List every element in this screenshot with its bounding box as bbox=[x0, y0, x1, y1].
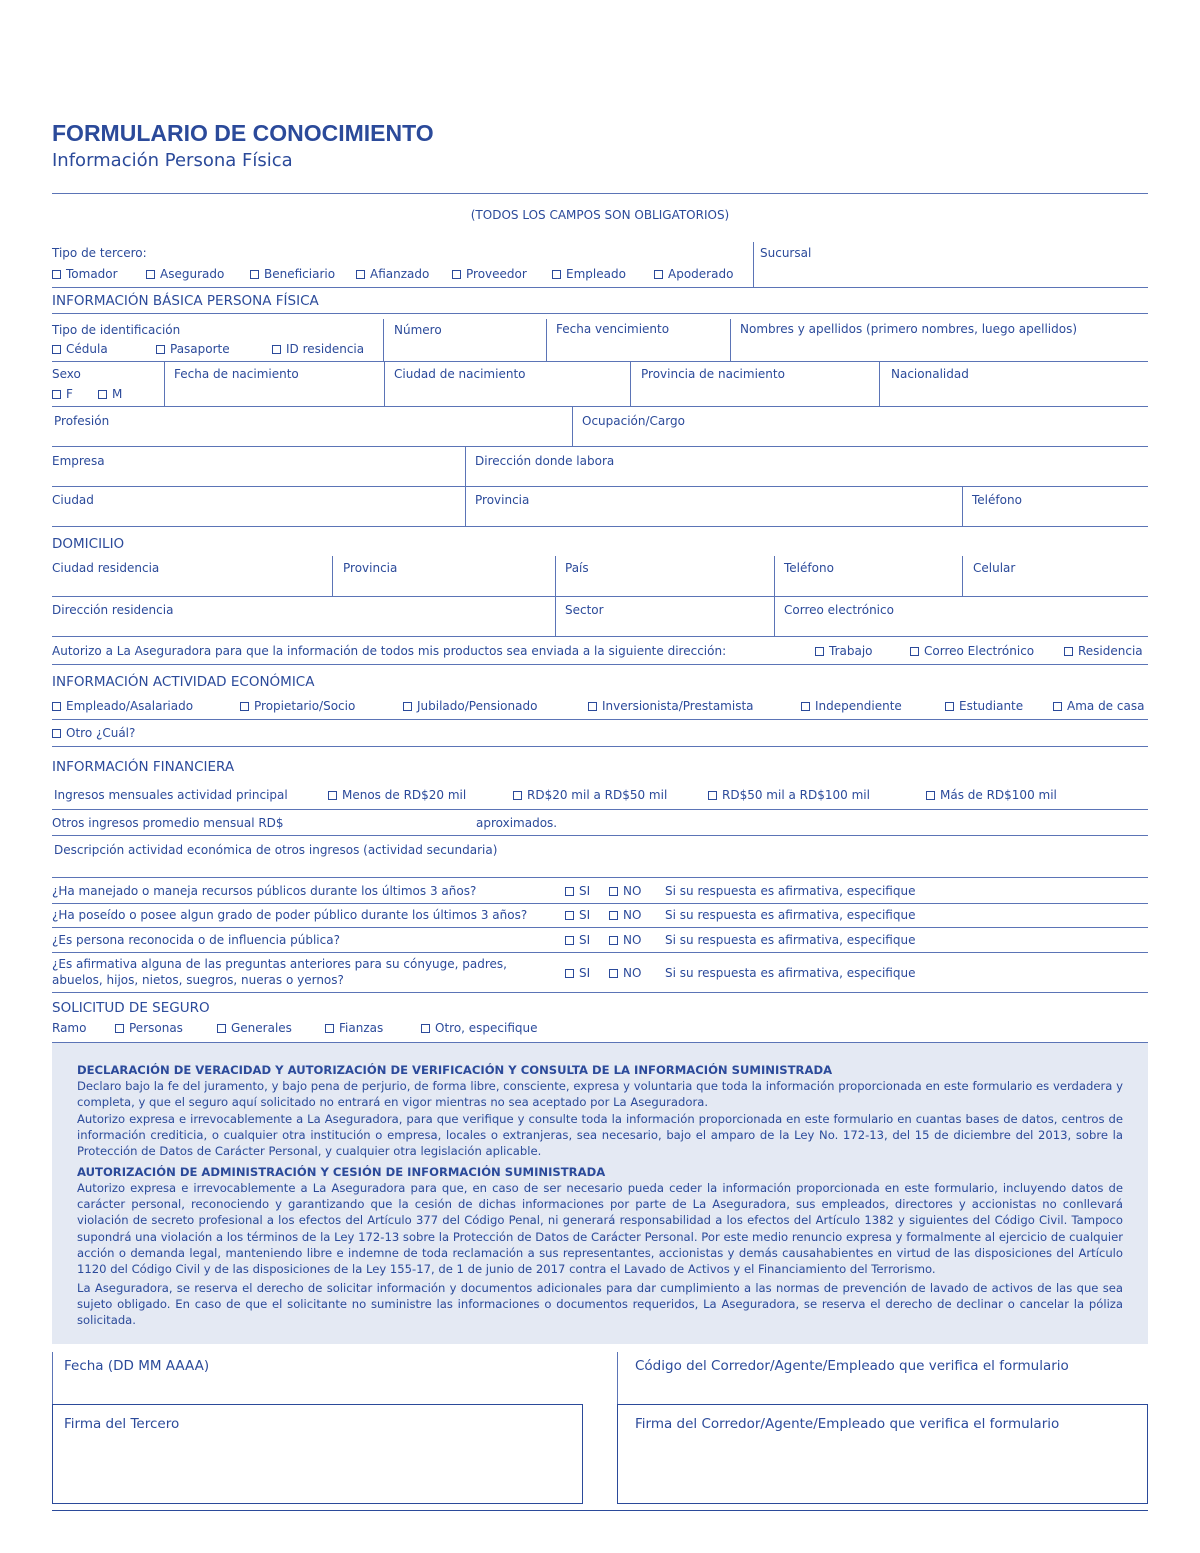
checkbox-icon[interactable] bbox=[565, 887, 574, 896]
ramo-otro[interactable]: Otro, especifique bbox=[421, 1021, 538, 1035]
ingresos-label: Ingresos mensuales actividad principal bbox=[54, 788, 288, 802]
sexo-f[interactable]: F bbox=[52, 387, 73, 401]
sexo-m[interactable]: M bbox=[98, 387, 122, 401]
actividad-estudiante[interactable]: Estudiante bbox=[945, 699, 1023, 713]
checkbox-icon[interactable] bbox=[926, 791, 935, 800]
pep-question-3: ¿Es persona reconocida o de influencia pública? bbox=[52, 933, 340, 947]
numero-field[interactable]: Número bbox=[394, 323, 442, 337]
pep-q4-especifique[interactable]: Si su respuesta es afirmativa, especifique bbox=[665, 966, 916, 980]
tipo-tercero-beneficiario[interactable]: Beneficiario bbox=[250, 267, 335, 281]
descripcion-otros-ingresos-field[interactable]: Descripción actividad económica de otros ingresos (actividad secundaria) bbox=[54, 843, 498, 857]
checkbox-icon[interactable] bbox=[588, 702, 597, 711]
autorizacion-p4: La Aseguradora, se reserva el derecho de solicitar información y documentos adicionales para dar cumplimiento a las normas de prevención de lavado de activos de las que sea sujeto obligado. En caso de que el solicitante no suministre las informaciones o documentos requeridos, La Aseguradora, se reserva el derecho de declinar o cancelar la póliza solicitada. bbox=[77, 1281, 1123, 1328]
pep-q3-especifique[interactable]: Si su respuesta es afirmativa, especifique bbox=[665, 933, 916, 947]
checkbox-icon[interactable] bbox=[945, 702, 954, 711]
declaracion-p2: Autorizo expresa e irrevocablemente a La Aseguradora, para que verifique y consulte toda la información proporcionada en este formulario en cuantas bases de datos, centros de información crediticia, o cualquier otra institución o empresa, locales o extranjeras, sea necesario, bajo el amparo de la Ley No. 172-13, del 15 de diciembre del 2013, sobre la Protección de Datos de Carácter Personal, y cualquier otra legislación aplicable. bbox=[77, 1112, 1123, 1159]
tipo-id-label: Tipo de identificación bbox=[52, 323, 181, 337]
envio-trabajo[interactable]: Trabajo bbox=[815, 644, 873, 658]
header-divider bbox=[52, 193, 1148, 194]
checkbox-icon[interactable] bbox=[565, 911, 574, 920]
ciudad-field[interactable]: Ciudad bbox=[52, 493, 94, 507]
checkbox-icon[interactable] bbox=[52, 702, 61, 711]
checkbox-icon[interactable] bbox=[1053, 702, 1062, 711]
actividad-inversionista[interactable]: Inversionista/Prestamista bbox=[588, 699, 754, 713]
pep-question-1: ¿Ha manejado o maneja recursos públicos durante los últimos 3 años? bbox=[52, 884, 477, 898]
aproximados-label: aproximados. bbox=[476, 816, 558, 830]
nacionalidad-field[interactable]: Nacionalidad bbox=[891, 367, 969, 381]
checkbox-icon[interactable] bbox=[217, 1024, 226, 1033]
firma-tercero-label: Firma del Tercero bbox=[64, 1416, 180, 1432]
tipo-tercero-asegurado[interactable]: Asegurado bbox=[146, 267, 224, 281]
pep-q3-no[interactable]: NO bbox=[609, 933, 641, 947]
tipo-id-pasaporte[interactable]: Pasaporte bbox=[156, 342, 230, 356]
pais-field[interactable]: País bbox=[565, 561, 589, 575]
direccion-labora-field[interactable]: Dirección donde labora bbox=[475, 454, 615, 468]
checkbox-icon[interactable] bbox=[52, 390, 61, 399]
checkbox-icon[interactable] bbox=[98, 390, 107, 399]
declaracion-heading: DECLARACIÓN DE VERACIDAD Y AUTORIZACIÓN DE VERIFICACIÓN Y CONSULTA DE LA INFORMACIÓN SUMINISTRADA bbox=[77, 1063, 833, 1077]
section-financiera: INFORMACIÓN FINANCIERA bbox=[52, 759, 235, 775]
otros-ingresos-field[interactable]: Otros ingresos promedio mensual RD$ bbox=[52, 816, 284, 830]
mandatory-note: (TODOS LOS CAMPOS SON OBLIGATORIOS) bbox=[470, 208, 730, 222]
autorizacion-heading: AUTORIZACIÓN DE ADMINISTRACIÓN Y CESIÓN DE INFORMACIÓN SUMINISTRADA bbox=[77, 1165, 606, 1179]
checkbox-icon[interactable] bbox=[910, 647, 919, 656]
actividad-jubilado[interactable]: Jubilado/Pensionado bbox=[403, 699, 537, 713]
sucursal-field[interactable]: Sucursal bbox=[760, 246, 812, 260]
checkbox-icon[interactable] bbox=[513, 791, 522, 800]
actividad-independiente[interactable]: Independiente bbox=[801, 699, 902, 713]
checkbox-icon[interactable] bbox=[250, 270, 259, 279]
ciudad-residencia-field[interactable]: Ciudad residencia bbox=[52, 561, 160, 575]
declaracion-p1: Declaro bajo la fe del juramento, y bajo pena de perjurio, de forma libre, consciente, expresa y voluntaria que toda la información proporcionada en este formulario es verdadera y completa, y que el seguro aquí solicitado no entrará en vigor mientras no sea aceptado por La Aseguradora. bbox=[77, 1079, 1123, 1110]
ramo-label: Ramo bbox=[52, 1021, 87, 1035]
sector-field[interactable]: Sector bbox=[565, 603, 604, 617]
pep-q4-si[interactable]: SI bbox=[565, 966, 590, 980]
telefono-field[interactable]: Teléfono bbox=[972, 493, 1022, 507]
checkbox-icon[interactable] bbox=[52, 729, 61, 738]
checkbox-icon[interactable] bbox=[565, 969, 574, 978]
checkbox-icon[interactable] bbox=[356, 270, 365, 279]
section-solicitud: SOLICITUD DE SEGURO bbox=[52, 1000, 210, 1016]
checkbox-icon[interactable] bbox=[240, 702, 249, 711]
envio-correo[interactable]: Correo Electrónico bbox=[910, 644, 1034, 658]
checkbox-icon[interactable] bbox=[708, 791, 717, 800]
declaracion-block bbox=[52, 1042, 1148, 1344]
tipo-tercero-empleado[interactable]: Empleado bbox=[552, 267, 626, 281]
checkbox-icon[interactable] bbox=[552, 270, 561, 279]
firma-tercero-box[interactable] bbox=[52, 1404, 583, 1504]
provincia-field[interactable]: Provincia bbox=[475, 493, 530, 507]
checkbox-icon[interactable] bbox=[1064, 647, 1073, 656]
autorizo-text: Autorizo a La Aseguradora para que la información de todos mis productos sea enviada a la siguiente dirección: bbox=[52, 644, 727, 658]
checkbox-icon[interactable] bbox=[801, 702, 810, 711]
pep-q4-no[interactable]: NO bbox=[609, 966, 641, 980]
profesion-field[interactable]: Profesión bbox=[54, 414, 110, 428]
empresa-field[interactable]: Empresa bbox=[52, 454, 105, 468]
form-subtitle: Información Persona Física bbox=[52, 150, 293, 171]
pep-q2-si[interactable]: SI bbox=[565, 908, 590, 922]
nombres-field[interactable]: Nombres y apellidos (primero nombres, luego apellidos) bbox=[740, 322, 1078, 336]
pep-question-4-line1: ¿Es afirmativa alguna de las preguntas anteriores para su cónyuge, padres, bbox=[52, 957, 507, 971]
telefono-residencia-field[interactable]: Teléfono bbox=[784, 561, 834, 575]
tipo-tercero-tomador[interactable]: Tomador bbox=[52, 267, 118, 281]
pep-q2-especifique[interactable]: Si su respuesta es afirmativa, especifique bbox=[665, 908, 916, 922]
ramo-fianzas[interactable]: Fianzas bbox=[325, 1021, 383, 1035]
checkbox-icon[interactable] bbox=[452, 270, 461, 279]
ramo-generales[interactable]: Generales bbox=[217, 1021, 292, 1035]
checkbox-icon[interactable] bbox=[609, 969, 618, 978]
autorizacion-p3: Autorizo expresa e irrevocablemente a La Aseguradora para que, en caso de ser necesario pueda ceder la información proporcionada en este formulario, incluyendo datos de carácter personal, reconociendo y garantizando que la cesión de dichas informaciones por parte de La Aseguradora, sus empleados, directores y accionistas no conllevará violación de secreto profesional a los efectos del Artículo 377 del Código Penal, ni generará responsabilidad a los efectos del Artículo 1382 y siguientes del Código Civil. Tampoco supondrá una violación a los términos de la Ley 172-13 sobre la Protección de Datos de Carácter Personal. Por este medio renuncio expresa y formalmente al ejercicio de cualquier acción o demanda legal, manteniendo libre e indemne de toda reclamación a sus representantes, accionistas y demás causahabientes en virtud de las disposiciones del Artículo 1120 del Código Civil y de las disposiciones de la Ley 155-17, de 1 de junio de 2017 contra el Lavado de Activos y el Financiamiento del Terrorismo. bbox=[77, 1181, 1123, 1277]
checkbox-icon[interactable] bbox=[609, 936, 618, 945]
checkbox-icon[interactable] bbox=[403, 702, 412, 711]
firma-corredor-box[interactable] bbox=[617, 1404, 1148, 1504]
ingresos-50-100[interactable]: RD$50 mil a RD$100 mil bbox=[708, 788, 870, 802]
pep-q1-si[interactable]: SI bbox=[565, 884, 590, 898]
tipo-tercero-proveedor[interactable]: Proveedor bbox=[452, 267, 527, 281]
checkbox-icon[interactable] bbox=[654, 270, 663, 279]
ingresos-menos-20[interactable]: Menos de RD$20 mil bbox=[328, 788, 466, 802]
checkbox-icon[interactable] bbox=[609, 887, 618, 896]
actividad-ama-de-casa[interactable]: Ama de casa bbox=[1053, 699, 1144, 713]
checkbox-icon[interactable] bbox=[815, 647, 824, 656]
provincia-nacimiento-field[interactable]: Provincia de nacimiento bbox=[641, 367, 785, 381]
checkbox-icon[interactable] bbox=[52, 345, 61, 354]
checkbox-icon[interactable] bbox=[115, 1024, 124, 1033]
footer-divider bbox=[52, 1510, 1148, 1511]
tipo-id-cedula[interactable]: Cédula bbox=[52, 342, 108, 356]
envio-residencia[interactable]: Residencia bbox=[1064, 644, 1143, 658]
correo-field[interactable]: Correo electrónico bbox=[784, 603, 894, 617]
checkbox-icon[interactable] bbox=[328, 791, 337, 800]
fecha-nacimiento-field[interactable]: Fecha de nacimiento bbox=[174, 367, 299, 381]
ocupacion-field[interactable]: Ocupación/Cargo bbox=[582, 414, 685, 428]
section-basica: INFORMACIÓN BÁSICA PERSONA FÍSICA bbox=[52, 293, 319, 309]
checkbox-icon[interactable] bbox=[565, 936, 574, 945]
ramo-personas[interactable]: Personas bbox=[115, 1021, 183, 1035]
checkbox-icon[interactable] bbox=[421, 1024, 430, 1033]
actividad-propietario[interactable]: Propietario/Socio bbox=[240, 699, 355, 713]
checkbox-icon[interactable] bbox=[52, 270, 61, 279]
section-domicilio: DOMICILIO bbox=[52, 536, 125, 552]
pep-question-2: ¿Ha poseído o posee algun grado de poder público durante los últimos 3 años? bbox=[52, 908, 528, 922]
sexo-label: Sexo bbox=[52, 367, 81, 381]
firma-corredor-label: Firma del Corredor/Agente/Empleado que verifica el formulario bbox=[635, 1416, 1060, 1432]
form-title: FORMULARIO DE CONOCIMIENTO bbox=[52, 120, 434, 146]
codigo-corredor-field[interactable]: Código del Corredor/Agente/Empleado que verifica el formulario bbox=[635, 1358, 1069, 1374]
checkbox-icon[interactable] bbox=[156, 345, 165, 354]
tipo-tercero-label: Tipo de tercero: bbox=[52, 246, 147, 260]
checkbox-icon[interactable] bbox=[325, 1024, 334, 1033]
fecha-vencimiento-field[interactable]: Fecha vencimiento bbox=[556, 322, 670, 336]
checkbox-icon[interactable] bbox=[146, 270, 155, 279]
tipo-tercero-afianzado[interactable]: Afianzado bbox=[356, 267, 429, 281]
tipo-id-residencia[interactable]: ID residencia bbox=[272, 342, 364, 356]
celular-field[interactable]: Celular bbox=[973, 561, 1016, 575]
pep-question-4-line2: abuelos, hijos, nietos, suegros, nueras o yernos? bbox=[52, 973, 344, 987]
ciudad-nacimiento-field[interactable]: Ciudad de nacimiento bbox=[394, 367, 526, 381]
pep-q1-no[interactable]: NO bbox=[609, 884, 641, 898]
ingresos-20-50[interactable]: RD$20 mil a RD$50 mil bbox=[513, 788, 667, 802]
direccion-residencia-field[interactable]: Dirección residencia bbox=[52, 603, 174, 617]
fecha-field[interactable]: Fecha (DD MM AAAA) bbox=[64, 1358, 210, 1374]
pep-q3-si[interactable]: SI bbox=[565, 933, 590, 947]
section-actividad: INFORMACIÓN ACTIVIDAD ECONÓMICA bbox=[52, 674, 315, 690]
actividad-otro[interactable]: Otro ¿Cuál? bbox=[52, 726, 135, 740]
actividad-empleado[interactable]: Empleado/Asalariado bbox=[52, 699, 193, 713]
ingresos-mas-100[interactable]: Más de RD$100 mil bbox=[926, 788, 1057, 802]
tipo-tercero-apoderado[interactable]: Apoderado bbox=[654, 267, 733, 281]
checkbox-icon[interactable] bbox=[609, 911, 618, 920]
checkbox-icon[interactable] bbox=[272, 345, 281, 354]
pep-q1-especifique[interactable]: Si su respuesta es afirmativa, especifique bbox=[665, 884, 916, 898]
provincia-residencia-field[interactable]: Provincia bbox=[343, 561, 398, 575]
pep-q2-no[interactable]: NO bbox=[609, 908, 641, 922]
